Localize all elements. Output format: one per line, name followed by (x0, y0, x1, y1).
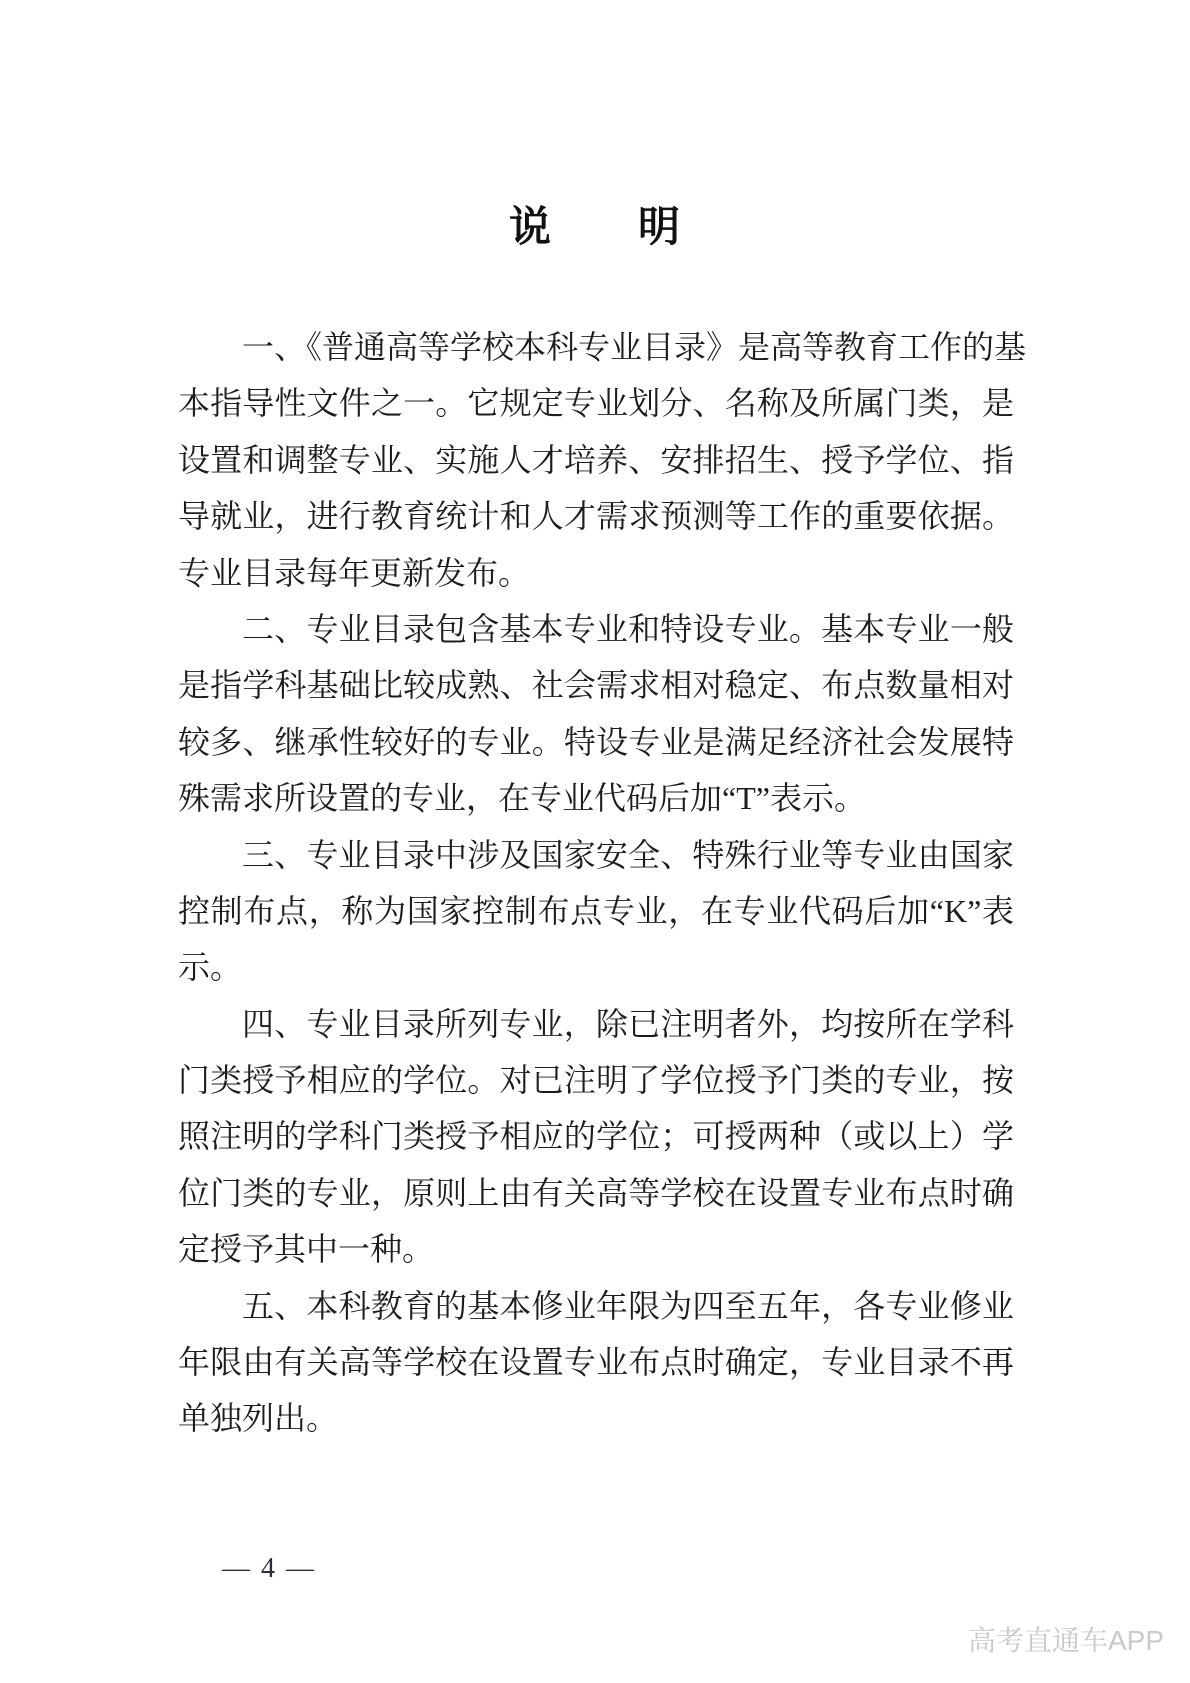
page-number: — 4 — (222, 1553, 316, 1584)
text-line: 单独列出。 (178, 1400, 339, 1437)
text-line: 定授予其中一种。 (178, 1231, 435, 1268)
text-line: 三、专业目录中涉及国家安全、特殊行业等专业由国家 (242, 836, 1014, 873)
document-body (178, 319, 1027, 1447)
text-line: 五、本科教育的基本修业年限为四至五年，各专业修业 (242, 1287, 1014, 1324)
document-title: 说 明 (508, 205, 681, 251)
text-line: 导就业，进行教育统计和人才需求预测等工作的重要依据。 (178, 498, 1014, 535)
text-line: 位门类的专业，原则上由有关高等学校在设置专业布点时确 (178, 1174, 1014, 1211)
text-line: 较多、继承性较好的专业。特设专业是满足经济社会发展特 (178, 723, 1014, 760)
text-line: 本指导性文件之一。它规定专业划分、名称及所属门类，是 (178, 385, 1014, 422)
text-line: 专业目录每年更新发布。 (178, 554, 531, 591)
text-line: 四、专业目录所列专业，除已注明者外，均按所在学科 (242, 1005, 1014, 1042)
text-line: 是指学科基础比较成熟、社会需求相对稳定、布点数量相对 (178, 667, 1014, 704)
watermark: 高考直通车APP (967, 1625, 1164, 1656)
text-line: 殊需求所设置的专业，在专业代码后加“T”表示。 (178, 780, 866, 817)
text-line: 照注明的学科门类授予相应的学位；可授两种（或以上）学 (178, 1118, 1014, 1155)
text-line: 年限由有关高等学校在设置专业布点时确定，专业目录不再 (178, 1344, 1014, 1381)
text-line: 设置和调整专业、实施人才培养、安排招生、授予学位、指 (178, 441, 1014, 478)
text-line: 示。 (178, 949, 243, 986)
text-line: 门类授予相应的学位。对已注明了学位授予门类的专业，按 (178, 1062, 1014, 1099)
text-line: 一、《普通高等学校本科专业目录》是高等教育工作的基 (242, 329, 1027, 365)
text-line: 控制布点，称为国家控制布点专业，在专业代码后加“K”表 (178, 892, 1014, 929)
text-line: 二、专业目录包含基本专业和特设专业。基本专业一般 (242, 610, 1014, 647)
